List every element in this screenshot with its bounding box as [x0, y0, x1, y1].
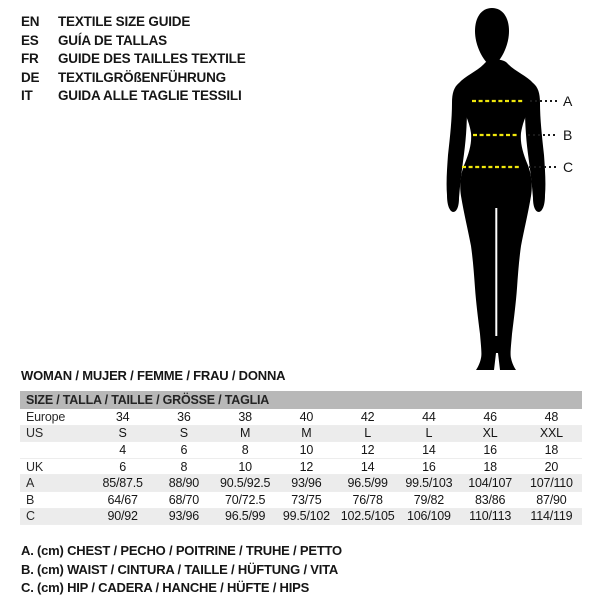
section-title: WOMAN / MUJER / FEMME / FRAU / DONNA: [21, 368, 286, 383]
language-title: TEXTILE SIZE GUIDE: [58, 14, 191, 29]
size-cell: 99.5/103: [398, 475, 459, 492]
language-code: ES: [21, 32, 39, 48]
size-cell: 106/109: [398, 508, 459, 525]
size-cell: 18: [544, 442, 559, 457]
row-label: US: [20, 425, 92, 442]
size-cell: 12: [360, 442, 375, 457]
size-cell: S: [153, 425, 214, 442]
size-cell: M: [215, 425, 276, 442]
size-cell: 104/107: [460, 475, 521, 492]
woman-silhouette-image: [410, 0, 600, 380]
table-header-row: [20, 391, 582, 409]
language-row: [21, 69, 246, 88]
language-title: GUIDA ALLE TAGLIE TESSILI: [58, 88, 242, 103]
size-table-body: [20, 391, 582, 525]
size-cell: XL: [460, 425, 521, 442]
language-code: IT: [21, 88, 33, 103]
table-row: [20, 475, 582, 492]
size-cell: L: [398, 425, 459, 442]
table-row: [20, 409, 582, 425]
size-cell: 8: [241, 442, 249, 457]
marker-c-label: C: [563, 159, 574, 175]
row-label: C: [20, 508, 92, 525]
language-list: [21, 13, 246, 106]
size-cell: 46: [483, 409, 497, 424]
size-cell: 48: [544, 409, 559, 424]
size-cell: 68/70: [168, 492, 200, 507]
table-row: [20, 425, 582, 442]
row-label: Europe: [26, 409, 66, 424]
size-cell: 64/67: [107, 492, 138, 507]
size-cell: 110/113: [460, 508, 521, 525]
size-cell: 90/92: [92, 508, 153, 525]
row-label: UK: [26, 459, 43, 474]
size-cell: 93/96: [276, 475, 337, 492]
language-row: [21, 32, 246, 51]
legend: [21, 542, 342, 598]
language-code: DE: [21, 69, 40, 85]
size-cell: 76/78: [352, 492, 383, 507]
size-cell: 8: [180, 459, 188, 474]
size-cell: L: [337, 425, 398, 442]
size-cell: 10: [299, 442, 314, 457]
size-cell: 12: [299, 459, 314, 474]
size-table: [20, 391, 582, 525]
silhouette-head: [475, 8, 509, 64]
row-label: B: [26, 492, 35, 507]
size-cell: 36: [177, 409, 191, 424]
size-cell: 96.5/99: [337, 475, 398, 492]
legend-line: B. (cm) WAIST / CINTURA / TAILLE / HÜFTUNG / VITA: [21, 561, 339, 577]
size-cell: 90.5/92.5: [215, 475, 276, 492]
size-cell: 38: [238, 409, 252, 424]
size-cell: 96.5/99: [215, 508, 276, 525]
table-row: [20, 458, 582, 475]
size-cell: 93/96: [153, 508, 214, 525]
size-cell: 99.5/102: [276, 508, 337, 525]
table-row: [20, 442, 582, 459]
size-cell: 40: [299, 409, 314, 424]
marker-b-label: B: [563, 127, 573, 143]
size-cell: 18: [483, 459, 497, 474]
size-cell: S: [92, 425, 153, 442]
size-cell: 6: [119, 459, 126, 474]
size-cell: 107/110: [521, 475, 582, 492]
size-cell: 14: [422, 442, 436, 457]
size-cell: 34: [115, 409, 130, 424]
table-header-label: SIZE / TALLA / TAILLE / GRÖSSE / TAGLIA: [20, 391, 582, 409]
size-cell: 44: [422, 409, 436, 424]
table-row: [20, 508, 582, 525]
language-title: GUÍA DE TALLAS: [58, 32, 167, 48]
language-title: GUIDE DES TAILLES TEXTILE: [58, 51, 246, 66]
table-row: [20, 491, 582, 508]
language-row: [21, 13, 246, 32]
size-cell: 16: [483, 442, 497, 457]
size-cell: 102.5/105: [337, 508, 398, 525]
language-row: [21, 50, 246, 69]
figure-area: [410, 0, 600, 380]
size-cell: 87/90: [536, 492, 567, 507]
size-cell: 14: [360, 459, 375, 474]
size-cell: 20: [544, 459, 559, 474]
size-cell: 4: [119, 442, 126, 457]
size-cell: 16: [422, 459, 436, 474]
size-cell: 10: [238, 459, 252, 474]
language-code: FR: [21, 51, 39, 66]
row-label: [20, 442, 92, 459]
row-label: A: [20, 475, 92, 492]
legend-line: A. (cm) CHEST / PECHO / POITRINE / TRUHE / PETTO: [21, 543, 342, 558]
size-cell: XXL: [521, 425, 582, 442]
legend-line: C. (cm) HIP / CADERA / HANCHE / HÜFTE / HIPS: [21, 580, 310, 596]
marker-a-label: A: [563, 93, 573, 109]
size-cell: M: [276, 425, 337, 442]
size-cell: 88/90: [153, 475, 214, 492]
size-cell: 70/72.5: [224, 492, 266, 507]
size-cell: 42: [360, 409, 375, 424]
size-cell: 73/75: [291, 492, 322, 507]
size-cell: 79/82: [413, 492, 445, 507]
language-code: EN: [21, 14, 40, 29]
size-cell: 85/87.5: [92, 475, 153, 492]
size-cell: 6: [180, 442, 188, 457]
size-cell: 114/119: [521, 508, 582, 525]
language-row: [21, 87, 246, 106]
language-title: TEXTILGRÖßENFÜHRUNG: [58, 69, 226, 85]
size-cell: 83/86: [474, 492, 506, 507]
